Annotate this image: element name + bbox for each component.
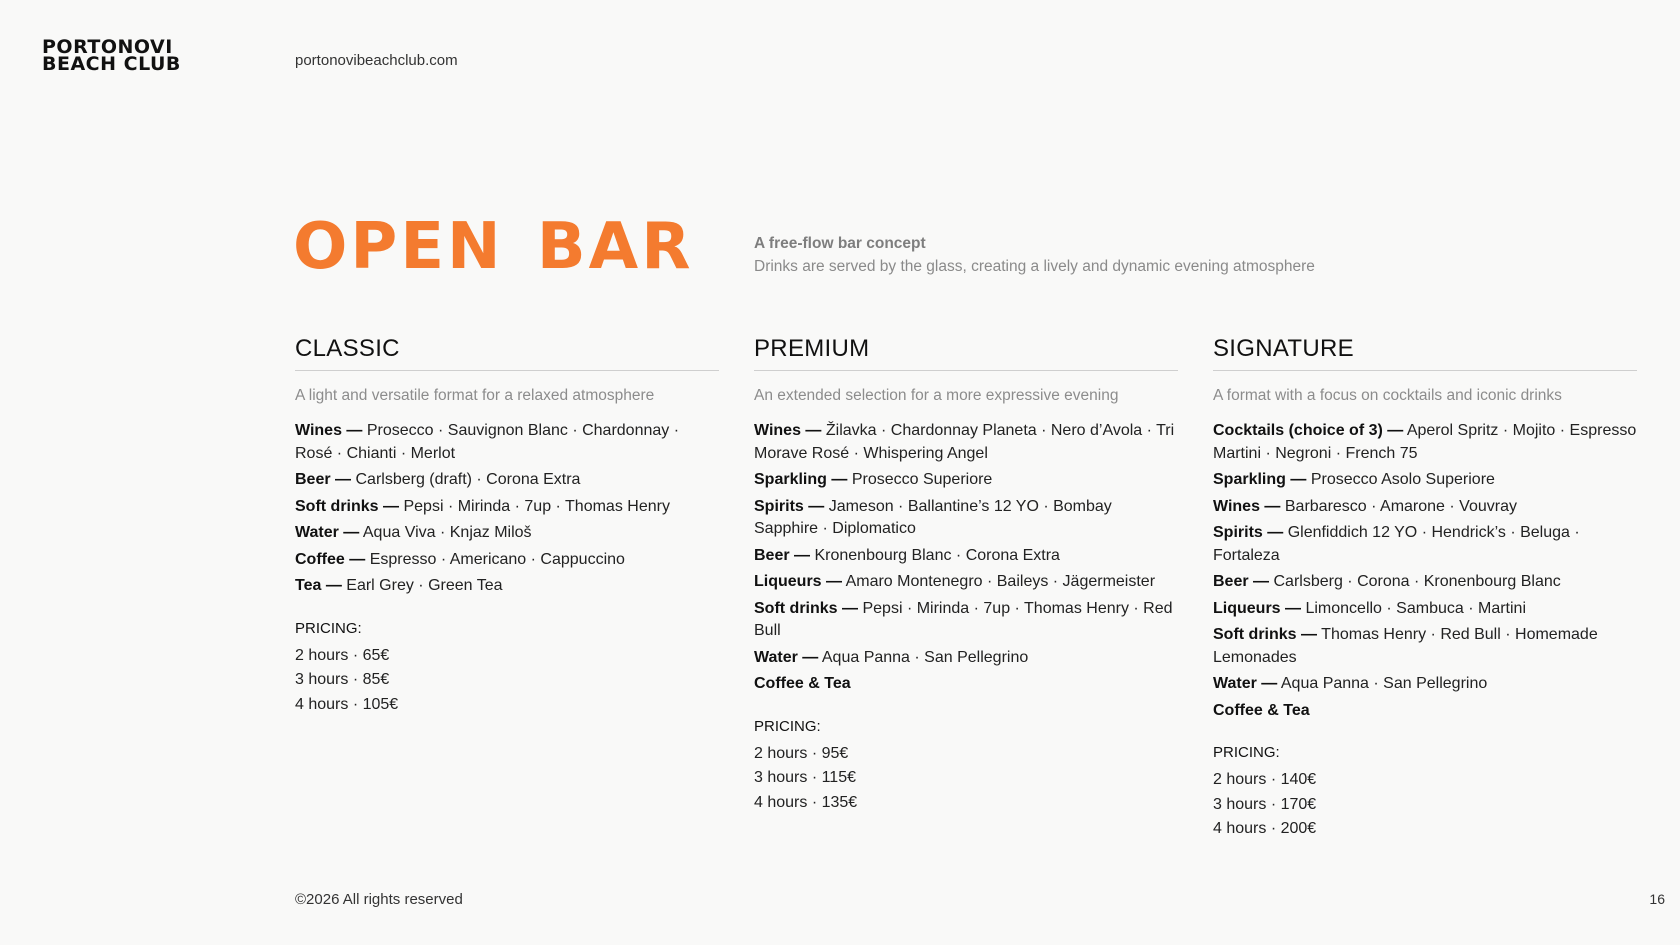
package-title: PREMIUM — [754, 332, 1178, 371]
drink-item — [295, 522, 719, 545]
drink-category: Water — — [295, 524, 360, 541]
drink-category: Coffee & Tea — [754, 675, 851, 692]
drink-item — [295, 575, 719, 598]
drink-category: Liqueurs — — [754, 573, 843, 590]
price-item: 2 hours · 65€ — [295, 646, 390, 664]
price-item: 4 hours · 200€ — [1213, 820, 1317, 837]
price-list — [295, 644, 719, 718]
drink-item — [754, 598, 1178, 643]
hero-subtitle-strong: A free-flow bar concept — [754, 235, 926, 252]
price-list — [1213, 768, 1637, 842]
drink-category: Soft drinks — — [1213, 626, 1318, 643]
price-item: 3 hours · 85€ — [295, 671, 390, 688]
pricing-label: PRICING: — [1213, 744, 1280, 761]
drink-options: Aperol Spritz · Mojito · Espresso Martini · Negroni · French 75 — [1213, 422, 1637, 462]
drink-options: Prosecco Asolo Superiore — [1310, 471, 1495, 488]
drink-item — [754, 571, 1178, 594]
price-item: 4 hours · 105€ — [295, 695, 399, 713]
drink-options: Aqua Panna · San Pellegrino — [1280, 675, 1488, 692]
price-item: 3 hours · 115€ — [754, 769, 856, 786]
logo-line-1: PORTONOVI — [42, 36, 173, 58]
drink-options: Barbaresco · Amarone · Vouvray — [1284, 497, 1517, 515]
drink-item — [1213, 700, 1637, 723]
drink-item — [754, 496, 1178, 541]
drink-item — [295, 496, 719, 519]
drink-category: Wines — — [754, 422, 822, 439]
drink-category: Soft drinks — — [754, 599, 859, 617]
drink-options: Pepsi · Mirinda · 7up · Thomas Henry — [403, 497, 670, 515]
drink-options: Kronenbourg Blanc · Corona Extra — [814, 546, 1060, 564]
package-description: A light and versatile format for a relaxed atmosphere — [295, 387, 655, 404]
package-title: SIGNATURE — [1213, 332, 1637, 371]
package-description: An extended selection for a more expressive evening — [754, 387, 1119, 404]
drink-item — [1213, 420, 1637, 465]
drink-category: Coffee & Tea — [1213, 701, 1310, 719]
drink-options: Glenfiddich 12 YO · Hendrick’s · Beluga · Fortaleza — [1213, 524, 1580, 564]
drink-item — [754, 647, 1178, 670]
drink-item — [295, 549, 719, 572]
drink-category: Tea — — [295, 577, 342, 594]
drink-item — [295, 469, 719, 492]
drink-category: Sparkling — — [754, 471, 848, 488]
pricing-label: PRICING: — [754, 717, 821, 735]
drink-item — [1213, 571, 1637, 594]
website-url: portonovibeachclub.com — [295, 52, 458, 69]
drink-list — [754, 420, 1178, 696]
drink-options: Limoncello · Sambuca · Martini — [1305, 599, 1526, 617]
drink-list — [295, 420, 719, 598]
hero-subtitle-text: Drinks are served by the glass, creating a lively and dynamic evening atmosphere — [754, 258, 1315, 275]
price-item: 2 hours · 95€ — [754, 744, 849, 762]
copyright: ©2026 All rights reserved — [295, 891, 463, 908]
drink-list — [1213, 420, 1637, 722]
drink-category: Wines — — [1213, 497, 1281, 515]
drink-item — [1213, 598, 1637, 621]
drink-item — [295, 420, 719, 465]
drink-category: Soft drinks — — [295, 497, 400, 515]
drink-category: Water — — [1213, 675, 1278, 692]
drink-category: Spirits — — [1213, 524, 1284, 541]
drink-options: Thomas Henry · Red Bull · Homemade Lemonades — [1213, 626, 1598, 666]
drink-item — [1213, 624, 1637, 669]
drink-category: Water — — [754, 648, 819, 666]
drink-options: Aqua Panna · San Pellegrino — [821, 648, 1029, 666]
drink-options: Espresso · Americano · Cappuccino — [369, 550, 625, 568]
drink-options: Aqua Viva · Knjaz Miloš — [362, 524, 532, 541]
drink-item — [1213, 469, 1637, 492]
price-list — [754, 742, 1178, 816]
drink-options: Prosecco · Sauvignon Blanc · Chardonnay · Rosé · Chianti · Merlot — [295, 422, 680, 462]
price-item: 3 hours · 170€ — [1213, 795, 1317, 813]
drink-category: Beer — — [754, 546, 811, 564]
drink-options: Amaro Montenegro · Baileys · Jägermeister — [845, 573, 1156, 590]
drink-options: Carlsberg · Corona · Kronenbourg Blanc — [1273, 573, 1561, 590]
drink-options: Earl Grey · Green Tea — [346, 577, 503, 594]
drink-options: Jameson · Ballantine’s 12 YO · Bombay Sapphire · Diplomatico — [754, 497, 1112, 537]
pricing-label: PRICING: — [295, 619, 362, 637]
drink-item — [754, 469, 1178, 492]
drink-category: Liqueurs — — [1213, 599, 1302, 617]
package-description: A format with a focus on cocktails and iconic drinks — [1213, 387, 1562, 404]
drink-category: Sparkling — — [1213, 471, 1307, 488]
drink-options: Žilavka · Chardonnay Planeta · Nero d’Avola · Tri Morave Rosé · Whispering Angel — [754, 422, 1175, 462]
drink-item — [754, 673, 1178, 696]
logo-line-2: BEACH CLUB — [42, 53, 181, 75]
package-premium — [754, 332, 1178, 815]
drink-item — [1213, 496, 1637, 519]
drink-category: Coffee — — [295, 550, 366, 568]
drink-category: Beer — — [1213, 573, 1270, 590]
drink-options: Carlsberg (draft) · Corona Extra — [355, 471, 581, 488]
drink-item — [754, 420, 1178, 465]
drink-category: Beer — — [295, 471, 352, 488]
hero-subtitle — [754, 232, 1315, 278]
package-signature — [1213, 332, 1637, 842]
drink-category: Spirits — — [754, 497, 825, 515]
package-title: CLASSIC — [295, 332, 719, 371]
price-item: 4 hours · 135€ — [754, 793, 858, 811]
page-title: OPEN BAR — [293, 210, 694, 284]
page-number: 16 — [1649, 891, 1665, 907]
price-item: 2 hours · 140€ — [1213, 771, 1317, 788]
brand-logo — [42, 36, 181, 75]
drink-item — [1213, 522, 1637, 567]
drink-options: Pepsi · Mirinda · 7up · Thomas Henry · Red Bull — [754, 599, 1173, 639]
drink-category: Cocktails (choice of 3) — — [1213, 422, 1404, 439]
drink-item — [1213, 673, 1637, 696]
drink-options: Prosecco Superiore — [851, 471, 993, 488]
drink-category: Wines — — [295, 422, 363, 439]
drink-item — [754, 545, 1178, 568]
package-classic — [295, 332, 719, 717]
